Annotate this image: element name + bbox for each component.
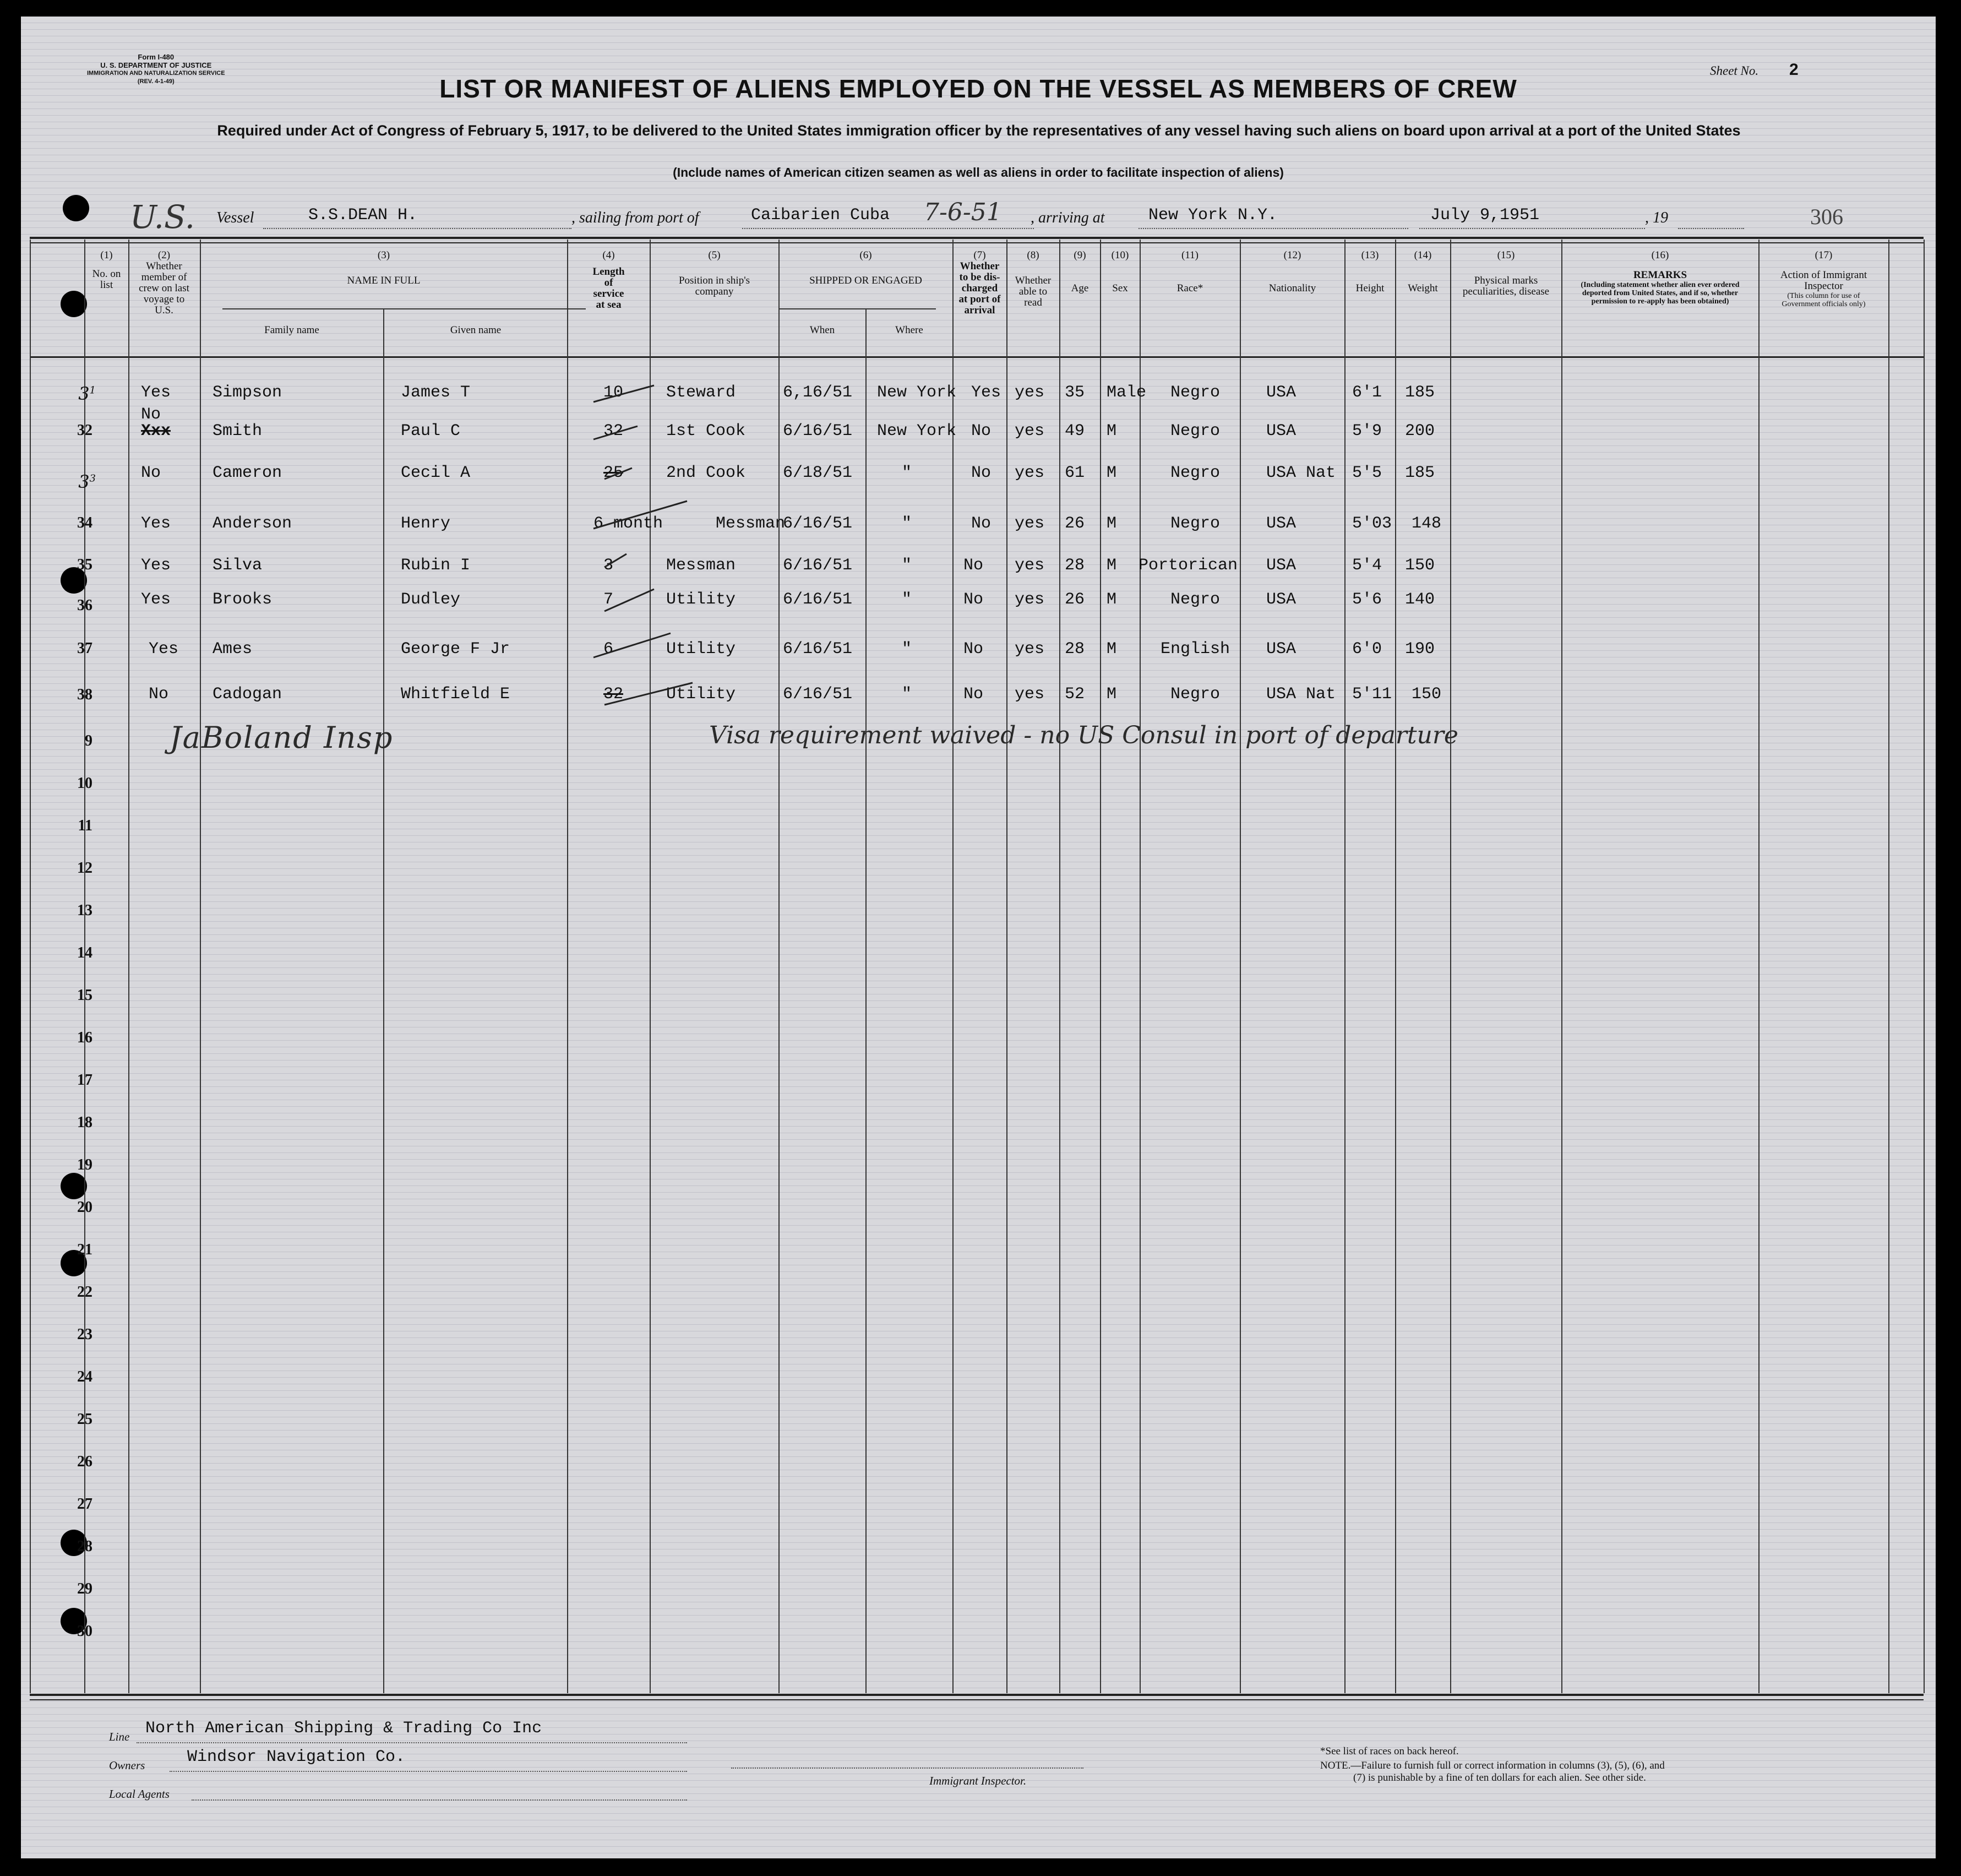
shipped-where: " [902,556,912,575]
shipped-where: New York [877,422,957,441]
given-name: Henry [401,514,451,533]
age: 28 [1065,640,1085,659]
family-name: Silva [213,556,263,575]
discharged: No [963,685,984,704]
last-voyage: No [149,685,169,704]
age: 28 [1065,556,1085,575]
page-subtitle: Required under Act of Congress of February 5, 1917, to be delivered to the United States immigration officer by the representatives of any vessel having such aliens on board upon arrival at a port of the United States [217,122,1741,139]
height: 5'5 [1352,464,1382,482]
footer-note-races: *See list of races on back hereof. [1320,1746,1459,1757]
inspector-signature-rule [731,1768,1083,1769]
height: 5'4 [1352,556,1382,575]
col-rule [1561,240,1562,1693]
discharged: No [971,422,992,441]
row-number: 23 [77,1326,92,1343]
sex: M [1107,464,1117,482]
race: Portorican [1139,556,1238,575]
shipped-where: " [902,590,912,609]
age: 26 [1065,590,1085,609]
shipped-where: " [902,685,912,704]
service-length: 6 month [593,514,663,533]
footer-agents-label: Local Agents [109,1787,170,1801]
discharged: No [963,640,984,659]
col-header-8: (8) Whether able to read [1015,249,1052,308]
revision: (REV. 4-1-49) [137,78,175,85]
discharged: No [971,464,992,482]
footer-line-value: North American Shipping & Trading Co Inc [145,1719,542,1738]
given-name: George F Jr [401,640,510,659]
row-number: 17 [77,1072,92,1089]
shipped-when: 6/18/51 [783,464,853,482]
row-number: 38 [77,686,92,703]
last-voyage: No [141,464,161,482]
col-header-13: (13) Height [1355,249,1385,294]
col-header-17: (17) Action of Immigrant Inspector (This column for use of Government officials only) [1780,249,1867,308]
last-voyage: Yes [141,590,171,609]
shipped-where: New York [877,383,957,402]
weight: 190 [1405,640,1435,659]
col-header-7: (7) Whether to be dis-charged at port of arrival [958,249,1001,316]
row-number: 16 [77,1029,92,1046]
shipped-sub-divider [778,308,936,309]
weight: 200 [1405,422,1435,441]
race: Negro [1170,464,1221,482]
arrival-date-value: July 9,1951 [1430,206,1540,225]
age: 26 [1065,514,1085,533]
race: English [1161,640,1230,659]
row-number: 29 [77,1580,92,1597]
race: Negro [1170,514,1221,533]
col-rule [1450,240,1451,1693]
shipped-when: 6/16/51 [783,514,853,533]
col-header-15: (15) Physical marks peculiarities, disease [1462,249,1550,297]
sex: M [1107,590,1117,609]
age: 35 [1065,383,1085,402]
given-name: Whitfield E [401,685,510,704]
row-number: 37 [77,640,92,657]
row-number: 27 [77,1496,92,1513]
table-bottom-border-inner [30,1699,1924,1700]
shipped-when: 6/16/51 [783,590,853,609]
nationality: USA [1266,514,1297,533]
sailing-port-value: Caibarien Cuba [751,206,890,225]
row-number: 13 [77,902,92,919]
family-name: Brooks [213,590,273,609]
shipped-when: 6,16/51 [783,383,853,402]
sex: M [1107,640,1117,659]
handwritten-sailing-date: 7-6-51 [924,198,1002,226]
col-rule [30,240,31,1693]
row-number: 19 [77,1156,92,1173]
col-header-3-given: Given name [450,324,502,336]
last-voyage: Yes [141,514,171,533]
able-to-read: yes [1015,422,1045,441]
row-number: 15 [77,987,92,1004]
sheet-number: 2 [1789,61,1799,79]
family-name: Cameron [213,464,282,482]
table-header-bottom [30,356,1924,358]
service-length: 32 [603,685,624,704]
col-rule [1758,240,1760,1693]
family-name: Simpson [213,383,282,402]
position: Utility [666,590,736,609]
handwritten-visa-note: Visa requirement waived - no US Consul in port of departure [709,721,1458,749]
col-rule [1140,240,1141,1693]
nationality: USA [1266,590,1297,609]
able-to-read: yes [1015,556,1045,575]
discharged: No [971,514,992,533]
row-number: 20 [77,1199,92,1216]
col-rule [1100,240,1101,1693]
shipped-where: " [902,640,912,659]
sheet-label: Sheet No. [1710,64,1759,78]
given-name: James T [401,383,471,402]
race: Negro [1170,590,1221,609]
able-to-read: yes [1015,464,1045,482]
row-number: 10 [77,775,92,792]
inspector-label: Immigrant Inspector. [929,1774,1027,1787]
table-top-border-inner [30,242,1924,243]
row-number: 25 [77,1411,92,1428]
col-rule [200,240,201,1693]
able-to-read: yes [1015,383,1045,402]
able-to-read: yes [1015,514,1045,533]
sex: Male [1107,383,1147,402]
page-title: LIST OR MANIFEST OF ALIENS EMPLOYED ON THE VESSEL AS MEMBERS OF CREW [439,74,1517,103]
row-number: 36 [77,597,92,614]
nationality: USA [1266,556,1297,575]
row-number: 26 [77,1453,92,1470]
col-header-16: (16) REMARKS (Including statement whether alien ever ordered deported from United States, and if so, whether permission to re-apply has been obtained) [1581,249,1740,306]
service-length: 6 [603,640,614,659]
family-name: Ames [213,640,253,659]
given-name: Rubin I [401,556,471,575]
col-rule [952,240,954,1693]
row-number: 22 [77,1284,92,1301]
row-number: 30 [77,1623,92,1640]
family-name: Smith [213,422,263,441]
last-voyage: Yes [141,556,171,575]
row-number: 28 [77,1538,92,1555]
footer-line-label: Line [109,1730,130,1743]
footer-owners-rule [170,1771,687,1772]
race: Negro [1170,383,1221,402]
col-rule [1240,240,1241,1693]
service-length: 3 [603,556,614,575]
nationality: USA Nat [1266,464,1336,482]
col-header-1: (1) No. on list [92,249,121,291]
footer-owners-label: Owners [109,1759,145,1772]
col-header-10: (10) Sex [1111,249,1129,294]
shipped-where: " [902,464,912,482]
race: Negro [1170,685,1221,704]
service-length: 10 [603,383,624,402]
nationality: USA [1266,422,1297,441]
height: 6'1 [1352,383,1382,402]
service: IMMIGRATION AND NATURALIZATION SERVICE [87,70,225,77]
row-number: $3^3$ [78,471,96,492]
row-number: 21 [77,1241,92,1258]
footer-note-penalty-cont: (7) is punishable by a fine of ten dollars for each alien. See other side. [1353,1772,1646,1783]
col-header-4: (4) Length of service at sea [592,249,625,311]
col-header-2: (2) Whether member of crew on last voyage to U.S. [139,249,189,316]
race: Negro [1170,422,1221,441]
col-rule [1395,240,1396,1693]
given-name: Cecil A [401,464,471,482]
footer-agents-rule [192,1799,687,1801]
weight: 185 [1405,383,1435,402]
discharged: No [963,590,984,609]
last-voyage: Yes [141,383,171,402]
footer-owners-value: Windsor Navigation Co. [187,1748,406,1766]
col-rule [567,240,568,1693]
arriving-label: , arriving at [1031,209,1105,226]
page-number: 306 [1810,204,1843,229]
punch-hole [61,291,87,317]
shipped-when: 6/16/51 [783,556,853,575]
sex: M [1107,514,1117,533]
col-rule [865,308,867,1693]
age: 49 [1065,422,1085,441]
last-voyage: Yes [149,640,179,659]
service-slash-marks [571,369,704,710]
shipped-when: 6/16/51 [783,685,853,704]
sex: M [1107,422,1117,441]
col-header-12: (12) Nationality [1268,249,1316,294]
col-header-3: (3) NAME IN FULL [347,249,421,286]
family-name: Cadogan [213,685,282,704]
col-header-14: (14) Weight [1408,249,1438,294]
last-voyage: No [141,405,161,424]
row-number: 32 [77,422,92,439]
position: 1st Cook [666,422,746,441]
row-number: 34 [77,514,92,531]
row-number: 12 [77,860,92,877]
col-header-9: (9) Age [1071,249,1089,294]
footer-line-rule [137,1742,687,1743]
col-rule [1924,240,1925,1693]
form-number: Form I-480 [138,53,175,61]
service-length: 32 [603,422,624,441]
row-number: 35 [77,556,92,573]
shipped-when: 6/16/51 [783,422,853,441]
able-to-read: yes [1015,590,1045,609]
col-header-5: (5) Position in ship's company [678,249,750,297]
row-number: 11 [78,817,92,834]
height: 5'9 [1352,422,1382,441]
height: 5'03 [1352,514,1392,533]
sailing-rule [742,228,1034,229]
col-header-6-where: Where [895,324,923,336]
height: 6'0 [1352,640,1382,659]
vessel-rule [263,228,571,229]
col-header-6: (6) SHIPPED OR ENGAGED [809,249,922,286]
vessel-value: S.S.DEAN H. [308,206,418,225]
vessel-label: Vessel [216,209,254,226]
arriving-port-value: New York N.Y. [1148,206,1278,225]
arriving-rule [1139,228,1408,229]
position: Messman [666,556,736,575]
col-header-6-when: When [809,324,835,336]
last-voyage-struck: Xxx [141,422,171,441]
row-number: 24 [77,1368,92,1385]
nationality: USA Nat [1266,685,1336,704]
row-number: $3^1$ [78,383,96,404]
height: 5'11 [1352,685,1392,704]
age: 52 [1065,685,1085,704]
department: U. S. DEPARTMENT OF JUSTICE [100,61,212,69]
weight: 150 [1412,685,1442,704]
punch-hole [63,195,89,221]
page-subtitle-note: (Include names of American citizen seamen as well as aliens in order to facilitate inspection of aliens) [673,165,1284,180]
year-rule [1678,228,1744,229]
col-rule [1059,240,1060,1693]
handwritten-us-mark: U.S. [130,198,195,236]
position: Utility [666,685,736,704]
sex: M [1107,556,1117,575]
col-rule [1888,240,1889,1693]
weight: 140 [1405,590,1435,609]
name-sub-divider [222,308,586,309]
shipped-when: 6/16/51 [783,640,853,659]
nationality: USA [1266,640,1297,659]
position: Messman [716,514,786,533]
nationality: USA [1266,383,1297,402]
shipped-where: " [902,514,912,533]
col-header-3-family: Family name [264,324,319,336]
weight: 148 [1412,514,1442,533]
row-number: 14 [77,944,92,961]
col-rule [383,308,384,1693]
weight: 185 [1405,464,1435,482]
family-name: Anderson [213,514,292,533]
table-bottom-border [30,1694,1924,1696]
able-to-read: yes [1015,640,1045,659]
col-rule [84,240,85,1693]
position: 2nd Cook [666,464,746,482]
height: 5'6 [1352,590,1382,609]
given-name: Paul C [401,422,461,441]
position: Utility [666,640,736,659]
given-name: Dudley [401,590,461,609]
sailing-label: , sailing from port of [571,209,699,226]
col-rule [128,240,129,1693]
position: Steward [666,383,736,402]
col-header-11: (11) Race* [1176,249,1203,294]
year-label: , 19 [1645,209,1668,226]
manifest-page [21,17,1936,1858]
able-to-read: yes [1015,685,1045,704]
col-rule [778,240,780,1693]
punch-hole [61,1173,87,1199]
row-number: 9 [85,732,92,749]
col-rule [1344,240,1346,1693]
table-top-border [30,237,1924,239]
footer-note-penalty: NOTE.—Failure to furnish full or correct information in columns (3), (5), (6), and [1320,1760,1665,1771]
handwritten-inspector-note: JaBoland Insp [170,720,394,755]
service-length: 7 [603,590,614,609]
service-length: 25 [603,464,624,482]
sex: M [1107,685,1117,704]
weight: 150 [1405,556,1435,575]
discharged: No [963,556,984,575]
age: 61 [1065,464,1085,482]
date-rule [1419,228,1645,229]
discharged: Yes [971,383,1001,402]
col-rule [1006,240,1007,1693]
row-number: 18 [77,1114,92,1131]
